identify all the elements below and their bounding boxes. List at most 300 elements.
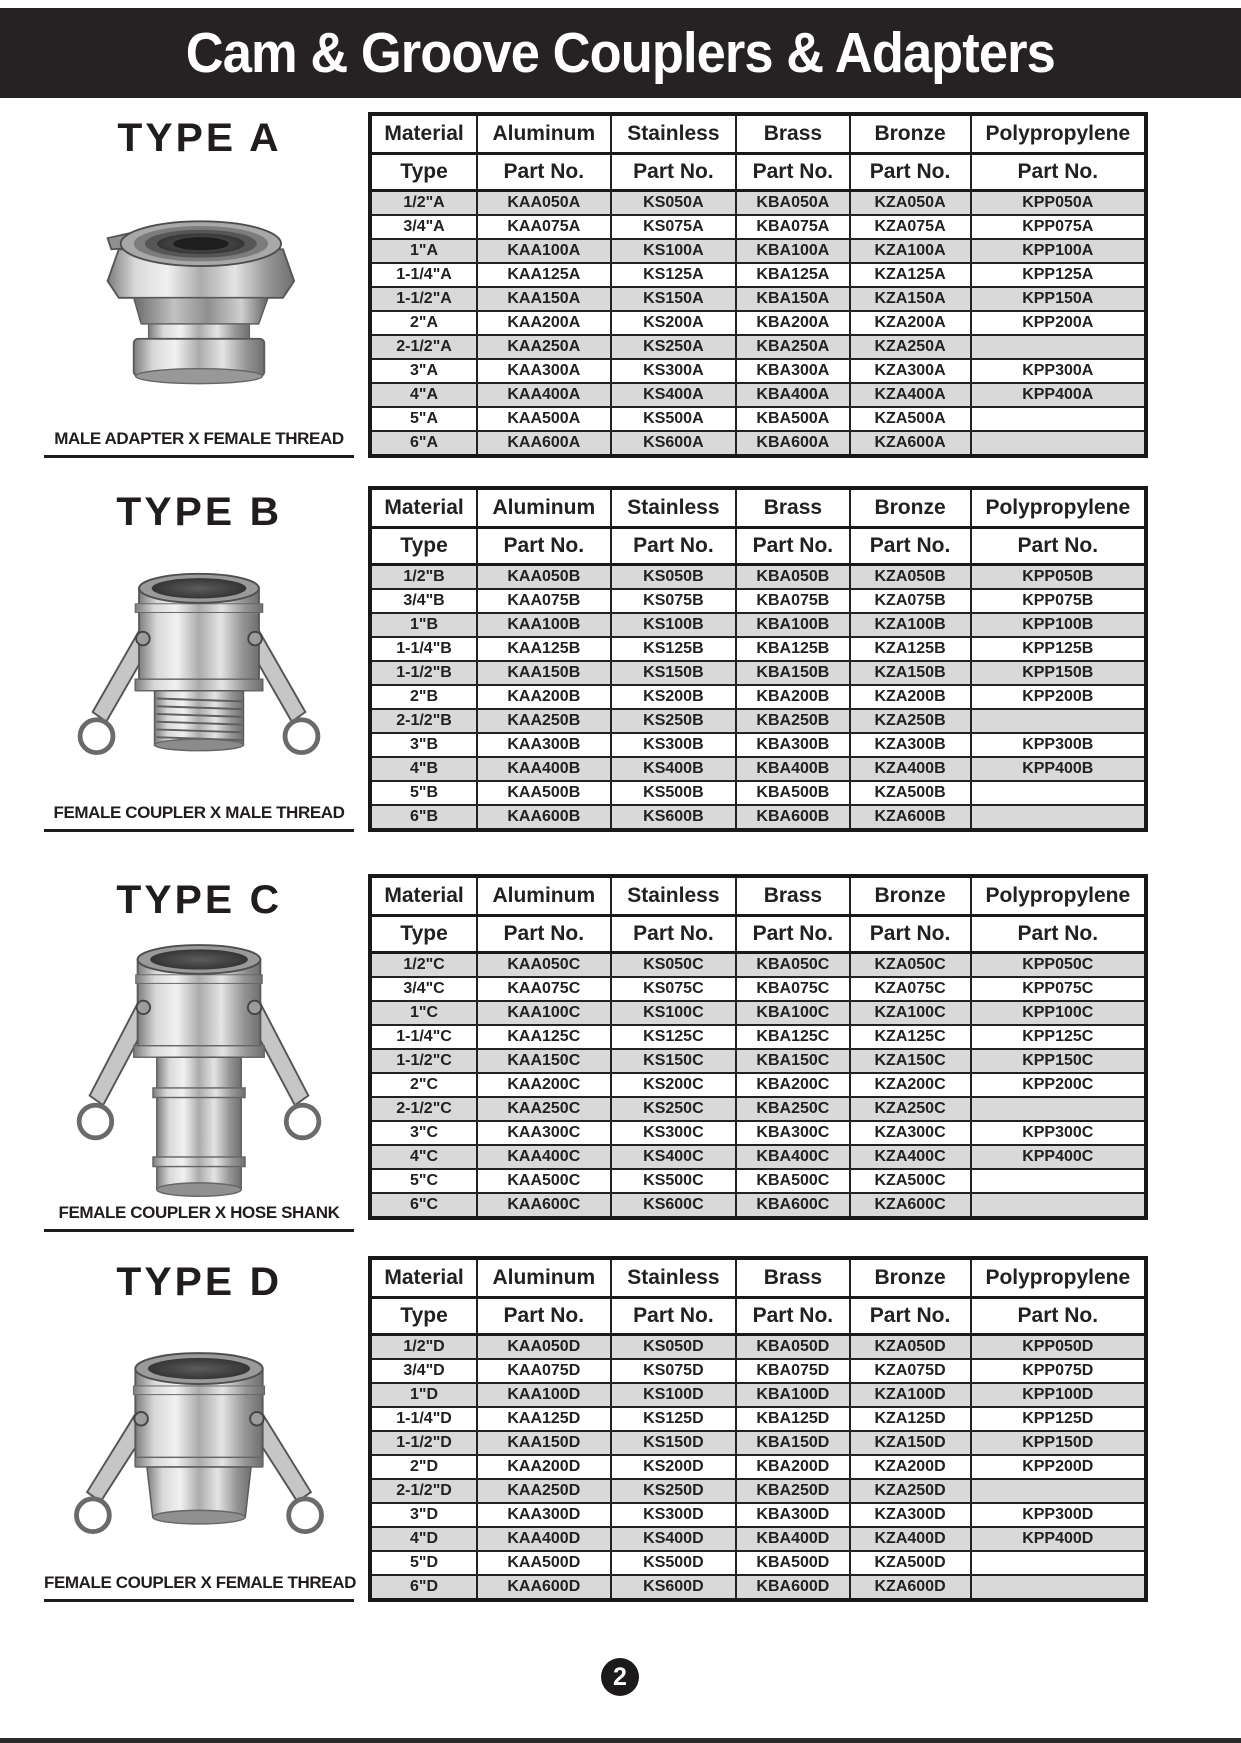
size-cell: 2"B bbox=[370, 685, 477, 709]
page-number: 2 bbox=[613, 1662, 627, 1691]
part-number-cell: KBA150A bbox=[736, 287, 849, 311]
part-no-col-header: Part No. bbox=[736, 528, 849, 565]
part-number-cell: KAA200B bbox=[477, 685, 610, 709]
part-number-cell: KZA125A bbox=[850, 263, 971, 287]
size-cell: 1/2"C bbox=[370, 953, 477, 978]
material-header-row bbox=[370, 876, 1146, 916]
part-number-cell: KZA250A bbox=[850, 335, 971, 359]
part-number-cell: KAA050A bbox=[477, 191, 610, 216]
part-number-cell: KAA200D bbox=[477, 1455, 610, 1479]
part-number-cell: KPP150A bbox=[971, 287, 1146, 311]
part-number-cell: KAA250B bbox=[477, 709, 610, 733]
part-number-cell: KPP400A bbox=[971, 383, 1146, 407]
size-cell: 4"D bbox=[370, 1527, 477, 1551]
part-number-cell: KBA250A bbox=[736, 335, 849, 359]
part-no-col-header: Type bbox=[370, 1298, 477, 1335]
table-row bbox=[370, 781, 1146, 805]
part-number-cell: KAA300C bbox=[477, 1121, 610, 1145]
part-number-cell: KAA125A bbox=[477, 263, 610, 287]
part-number-cell: KBA200B bbox=[736, 685, 849, 709]
part-no-header-row bbox=[370, 154, 1146, 191]
female-coupler-female-thread-illustration bbox=[54, 1330, 344, 1548]
part-number-cell: KZA300A bbox=[850, 359, 971, 383]
table-row bbox=[370, 733, 1146, 757]
part-number-cell: KAA125B bbox=[477, 637, 610, 661]
part-no-col-header: Part No. bbox=[971, 1298, 1146, 1335]
part-number-cell: KPP075D bbox=[971, 1359, 1146, 1383]
table-row bbox=[370, 1575, 1146, 1600]
type-b-caption: FEMALE COUPLER X MALE THREAD bbox=[44, 803, 354, 832]
part-number-cell: KAA050C bbox=[477, 953, 610, 978]
part-number-cell: KAA100B bbox=[477, 613, 610, 637]
part-no-col-header: Part No. bbox=[736, 916, 849, 953]
part-number-cell: KAA300B bbox=[477, 733, 610, 757]
part-number-cell: KZA125B bbox=[850, 637, 971, 661]
part-number-cell: KAA200A bbox=[477, 311, 610, 335]
part-no-col-header: Part No. bbox=[477, 154, 610, 191]
part-number-cell: KZA075A bbox=[850, 215, 971, 239]
table-row bbox=[370, 191, 1146, 216]
size-cell: 5"A bbox=[370, 407, 477, 431]
part-number-cell: KAA400A bbox=[477, 383, 610, 407]
part-number-cell: KS250B bbox=[611, 709, 737, 733]
part-number-cell: KBA125C bbox=[736, 1025, 849, 1049]
part-number-cell: KBA400C bbox=[736, 1145, 849, 1169]
table-row bbox=[370, 335, 1146, 359]
material-col-header: Stainless bbox=[611, 114, 737, 154]
part-number-cell: KBA500C bbox=[736, 1169, 849, 1193]
part-number-cell: KAA200C bbox=[477, 1073, 610, 1097]
part-number-cell: KZA100D bbox=[850, 1383, 971, 1407]
size-cell: 6"D bbox=[370, 1575, 477, 1600]
type-a-parts-table bbox=[368, 112, 1148, 458]
part-number-cell: KS400A bbox=[611, 383, 737, 407]
size-cell: 6"B bbox=[370, 805, 477, 830]
section-type-c bbox=[44, 874, 1148, 1232]
table-row bbox=[370, 953, 1146, 978]
part-no-col-header: Part No. bbox=[850, 154, 971, 191]
table-row bbox=[370, 1169, 1146, 1193]
part-number-cell: KAA400C bbox=[477, 1145, 610, 1169]
part-number-cell: KZA500B bbox=[850, 781, 971, 805]
part-number-cell: KAA300D bbox=[477, 1503, 610, 1527]
part-number-cell: KZA250D bbox=[850, 1479, 971, 1503]
part-number-cell: KBA300A bbox=[736, 359, 849, 383]
part-number-cell: KZA050D bbox=[850, 1335, 971, 1360]
part-number-cell: KPP300B bbox=[971, 733, 1146, 757]
part-number-cell: KAA500C bbox=[477, 1169, 610, 1193]
part-number-cell: KPP100B bbox=[971, 613, 1146, 637]
part-number-cell: KS125B bbox=[611, 637, 737, 661]
part-number-cell: KZA075B bbox=[850, 589, 971, 613]
part-number-cell: KZA600B bbox=[850, 805, 971, 830]
part-number-cell: KS050C bbox=[611, 953, 737, 978]
part-number-cell: KPP150C bbox=[971, 1049, 1146, 1073]
part-number-cell: KBA075A bbox=[736, 215, 849, 239]
table-row bbox=[370, 215, 1146, 239]
part-number-cell: KBA125B bbox=[736, 637, 849, 661]
part-number-cell: KBA100A bbox=[736, 239, 849, 263]
part-number-cell: KS125A bbox=[611, 263, 737, 287]
part-number-cell: KBA300C bbox=[736, 1121, 849, 1145]
part-number-cell: KBA200D bbox=[736, 1455, 849, 1479]
material-header-row bbox=[370, 1258, 1146, 1298]
table-row bbox=[370, 287, 1146, 311]
part-no-col-header: Part No. bbox=[850, 528, 971, 565]
part-number-cell: KZA050A bbox=[850, 191, 971, 216]
part-number-cell: KZA600C bbox=[850, 1193, 971, 1218]
size-cell: 4"B bbox=[370, 757, 477, 781]
part-number-cell: KBA100C bbox=[736, 1001, 849, 1025]
part-number-cell: KBA250D bbox=[736, 1479, 849, 1503]
part-number-cell: KS200B bbox=[611, 685, 737, 709]
type-d-caption: FEMALE COUPLER X FEMALE THREAD bbox=[44, 1573, 354, 1602]
part-number-cell: KPP050C bbox=[971, 953, 1146, 978]
part-number-cell bbox=[971, 1193, 1146, 1218]
part-number-cell: KPP200A bbox=[971, 311, 1146, 335]
table-row bbox=[370, 239, 1146, 263]
size-cell: 3"D bbox=[370, 1503, 477, 1527]
part-number-cell bbox=[971, 709, 1146, 733]
part-number-cell: KS600D bbox=[611, 1575, 737, 1600]
material-col-header: Aluminum bbox=[477, 1258, 610, 1298]
part-number-cell: KS150D bbox=[611, 1431, 737, 1455]
part-number-cell: KS100B bbox=[611, 613, 737, 637]
part-number-cell: KS150A bbox=[611, 287, 737, 311]
material-col-header: Aluminum bbox=[477, 114, 610, 154]
part-number-cell: KPP300A bbox=[971, 359, 1146, 383]
part-no-col-header: Part No. bbox=[971, 528, 1146, 565]
part-number-cell: KZA125D bbox=[850, 1407, 971, 1431]
part-number-cell bbox=[971, 1097, 1146, 1121]
part-number-cell: KBA200C bbox=[736, 1073, 849, 1097]
table-row bbox=[370, 1145, 1146, 1169]
part-number-cell: KAA100D bbox=[477, 1383, 610, 1407]
table-row bbox=[370, 1431, 1146, 1455]
part-number-cell: KZA100B bbox=[850, 613, 971, 637]
part-number-cell: KS400C bbox=[611, 1145, 737, 1169]
part-no-col-header: Part No. bbox=[477, 1298, 610, 1335]
part-number-cell: KAA075A bbox=[477, 215, 610, 239]
part-number-cell: KAA400B bbox=[477, 757, 610, 781]
size-cell: 1"B bbox=[370, 613, 477, 637]
table-row bbox=[370, 1025, 1146, 1049]
type-b-left-column bbox=[44, 486, 354, 832]
part-no-col-header: Part No. bbox=[477, 528, 610, 565]
part-number-cell: KZA600D bbox=[850, 1575, 971, 1600]
part-number-cell: KAA500A bbox=[477, 407, 610, 431]
size-cell: 2"C bbox=[370, 1073, 477, 1097]
size-cell: 3"B bbox=[370, 733, 477, 757]
material-col-header: Polypropylene bbox=[971, 488, 1146, 528]
part-number-cell: KAA600C bbox=[477, 1193, 610, 1218]
size-cell: 1-1/2"D bbox=[370, 1431, 477, 1455]
part-number-cell: KS300B bbox=[611, 733, 737, 757]
type-c-product-photo bbox=[44, 923, 354, 1203]
size-cell: 1"A bbox=[370, 239, 477, 263]
type-c-table-wrap bbox=[368, 874, 1148, 1232]
section-type-a bbox=[44, 112, 1148, 458]
table-row bbox=[370, 407, 1146, 431]
part-number-cell: KZA400C bbox=[850, 1145, 971, 1169]
part-number-cell: KZA200B bbox=[850, 685, 971, 709]
part-number-cell: KAA400D bbox=[477, 1527, 610, 1551]
part-number-cell: KZA125C bbox=[850, 1025, 971, 1049]
material-col-header: Bronze bbox=[850, 1258, 971, 1298]
part-number-cell: KAA075C bbox=[477, 977, 610, 1001]
part-number-cell: KAA250C bbox=[477, 1097, 610, 1121]
part-number-cell: KBA150D bbox=[736, 1431, 849, 1455]
part-number-cell: KS600C bbox=[611, 1193, 737, 1218]
page-number-badge bbox=[601, 1658, 639, 1696]
part-number-cell: KPP400B bbox=[971, 757, 1146, 781]
part-number-cell: KPP200D bbox=[971, 1455, 1146, 1479]
part-number-cell: KPP300C bbox=[971, 1121, 1146, 1145]
table-row bbox=[370, 1407, 1146, 1431]
part-number-cell: KAA050D bbox=[477, 1335, 610, 1360]
part-no-col-header: Part No. bbox=[477, 916, 610, 953]
part-number-cell: KPP125D bbox=[971, 1407, 1146, 1431]
part-number-cell: KBA250B bbox=[736, 709, 849, 733]
type-d-heading: TYPE D bbox=[116, 1260, 282, 1304]
table-row bbox=[370, 1121, 1146, 1145]
part-number-cell: KPP050D bbox=[971, 1335, 1146, 1360]
part-number-cell: KS125D bbox=[611, 1407, 737, 1431]
table-row bbox=[370, 1551, 1146, 1575]
type-d-table-wrap bbox=[368, 1256, 1148, 1602]
part-no-col-header: Part No. bbox=[611, 154, 737, 191]
part-number-cell: KBA050D bbox=[736, 1335, 849, 1360]
type-b-product-photo bbox=[44, 535, 354, 803]
size-cell: 1-1/2"B bbox=[370, 661, 477, 685]
table-row bbox=[370, 805, 1146, 830]
part-number-cell: KPP075A bbox=[971, 215, 1146, 239]
part-number-cell: KBA500A bbox=[736, 407, 849, 431]
part-number-cell: KS300D bbox=[611, 1503, 737, 1527]
part-no-header-row bbox=[370, 916, 1146, 953]
part-number-cell bbox=[971, 1575, 1146, 1600]
size-cell: 1-1/4"C bbox=[370, 1025, 477, 1049]
footer-bar bbox=[0, 1738, 1241, 1743]
material-col-header: Bronze bbox=[850, 488, 971, 528]
part-number-cell: KAA500B bbox=[477, 781, 610, 805]
material-col-header: Polypropylene bbox=[971, 114, 1146, 154]
part-number-cell: KS100C bbox=[611, 1001, 737, 1025]
size-cell: 2-1/2"A bbox=[370, 335, 477, 359]
part-number-cell: KAA150B bbox=[477, 661, 610, 685]
size-cell: 1-1/4"B bbox=[370, 637, 477, 661]
part-number-cell: KAA100C bbox=[477, 1001, 610, 1025]
part-number-cell: KS200C bbox=[611, 1073, 737, 1097]
material-header-row bbox=[370, 488, 1146, 528]
part-no-col-header: Part No. bbox=[736, 1298, 849, 1335]
part-number-cell: KPP200B bbox=[971, 685, 1146, 709]
material-col-header: Polypropylene bbox=[971, 1258, 1146, 1298]
part-number-cell: KPP050A bbox=[971, 191, 1146, 216]
table-row bbox=[370, 383, 1146, 407]
part-no-col-header: Part No. bbox=[971, 916, 1146, 953]
type-d-product-photo bbox=[44, 1305, 354, 1573]
part-number-cell: KPP100D bbox=[971, 1383, 1146, 1407]
material-col-header: Material bbox=[370, 1258, 477, 1298]
part-number-cell: KBA050A bbox=[736, 191, 849, 216]
part-number-cell: KS500B bbox=[611, 781, 737, 805]
type-a-caption: MALE ADAPTER X FEMALE THREAD bbox=[44, 429, 354, 458]
type-c-heading: TYPE C bbox=[116, 878, 282, 922]
type-a-left-column bbox=[44, 112, 354, 458]
type-d-left-column bbox=[44, 1256, 354, 1602]
part-number-cell bbox=[971, 335, 1146, 359]
part-number-cell: KZA300D bbox=[850, 1503, 971, 1527]
part-number-cell: KS075C bbox=[611, 977, 737, 1001]
material-col-header: Stainless bbox=[611, 1258, 737, 1298]
part-number-cell: KPP150B bbox=[971, 661, 1146, 685]
size-cell: 2-1/2"C bbox=[370, 1097, 477, 1121]
part-number-cell: KZA300C bbox=[850, 1121, 971, 1145]
part-number-cell: KPP125B bbox=[971, 637, 1146, 661]
part-number-cell: KPP050B bbox=[971, 565, 1146, 590]
part-number-cell: KPP125A bbox=[971, 263, 1146, 287]
part-number-cell: KBA400D bbox=[736, 1527, 849, 1551]
part-number-cell: KBA125D bbox=[736, 1407, 849, 1431]
part-number-cell: KZA150B bbox=[850, 661, 971, 685]
part-number-cell bbox=[971, 805, 1146, 830]
size-cell: 5"B bbox=[370, 781, 477, 805]
part-number-cell: KAA050B bbox=[477, 565, 610, 590]
part-number-cell: KS600A bbox=[611, 431, 737, 456]
part-number-cell: KS250C bbox=[611, 1097, 737, 1121]
part-no-col-header: Part No. bbox=[850, 916, 971, 953]
part-number-cell: KAA150C bbox=[477, 1049, 610, 1073]
part-number-cell: KBA500D bbox=[736, 1551, 849, 1575]
material-col-header: Brass bbox=[736, 114, 849, 154]
page-title-bar bbox=[0, 8, 1241, 98]
size-cell: 2"A bbox=[370, 311, 477, 335]
material-col-header: Brass bbox=[736, 488, 849, 528]
part-number-cell: KBA150C bbox=[736, 1049, 849, 1073]
table-row bbox=[370, 589, 1146, 613]
part-number-cell: KPP400C bbox=[971, 1145, 1146, 1169]
size-cell: 5"D bbox=[370, 1551, 477, 1575]
female-coupler-male-thread-illustration bbox=[54, 547, 344, 792]
part-number-cell: KZA100A bbox=[850, 239, 971, 263]
part-number-cell: KZA250B bbox=[850, 709, 971, 733]
part-number-cell: KAA125C bbox=[477, 1025, 610, 1049]
part-number-cell: KAA075D bbox=[477, 1359, 610, 1383]
size-cell: 1-1/2"C bbox=[370, 1049, 477, 1073]
part-number-cell bbox=[971, 1169, 1146, 1193]
section-type-b bbox=[44, 486, 1148, 832]
part-number-cell: KAA300A bbox=[477, 359, 610, 383]
type-c-parts-table bbox=[368, 874, 1148, 1220]
size-cell: 3/4"A bbox=[370, 215, 477, 239]
part-no-col-header: Part No. bbox=[850, 1298, 971, 1335]
part-no-col-header: Type bbox=[370, 916, 477, 953]
size-cell: 4"A bbox=[370, 383, 477, 407]
size-cell: 3/4"B bbox=[370, 589, 477, 613]
part-number-cell: KBA600A bbox=[736, 431, 849, 456]
table-row bbox=[370, 1503, 1146, 1527]
part-number-cell: KAA250A bbox=[477, 335, 610, 359]
table-row bbox=[370, 661, 1146, 685]
size-cell: 1-1/2"A bbox=[370, 287, 477, 311]
part-number-cell: KBA125A bbox=[736, 263, 849, 287]
size-cell: 6"A bbox=[370, 431, 477, 456]
table-row bbox=[370, 1479, 1146, 1503]
part-number-cell: KPP150D bbox=[971, 1431, 1146, 1455]
table-row bbox=[370, 431, 1146, 456]
size-cell: 2-1/2"D bbox=[370, 1479, 477, 1503]
part-no-col-header: Part No. bbox=[611, 916, 737, 953]
material-col-header: Aluminum bbox=[477, 876, 610, 916]
table-row bbox=[370, 685, 1146, 709]
part-number-cell: KS400B bbox=[611, 757, 737, 781]
part-number-cell: KPP100A bbox=[971, 239, 1146, 263]
part-number-cell: KBA050C bbox=[736, 953, 849, 978]
type-b-table-wrap bbox=[368, 486, 1148, 832]
size-cell: 1/2"A bbox=[370, 191, 477, 216]
part-number-cell: KS300C bbox=[611, 1121, 737, 1145]
table-row bbox=[370, 1527, 1146, 1551]
part-number-cell: KBA300B bbox=[736, 733, 849, 757]
size-cell: 5"C bbox=[370, 1169, 477, 1193]
part-number-cell: KZA400A bbox=[850, 383, 971, 407]
part-number-cell: KAA500D bbox=[477, 1551, 610, 1575]
part-number-cell: KZA200A bbox=[850, 311, 971, 335]
part-number-cell: KZA500C bbox=[850, 1169, 971, 1193]
part-number-cell: KBA600C bbox=[736, 1193, 849, 1218]
part-number-cell: KS300A bbox=[611, 359, 737, 383]
part-number-cell: KS500D bbox=[611, 1551, 737, 1575]
table-row bbox=[370, 359, 1146, 383]
table-row bbox=[370, 1335, 1146, 1360]
part-number-cell: KZA400D bbox=[850, 1527, 971, 1551]
part-number-cell: KZA200C bbox=[850, 1073, 971, 1097]
table-row bbox=[370, 1359, 1146, 1383]
table-row bbox=[370, 757, 1146, 781]
part-number-cell: KBA075D bbox=[736, 1359, 849, 1383]
part-number-cell: KAA125D bbox=[477, 1407, 610, 1431]
part-number-cell: KBA100D bbox=[736, 1383, 849, 1407]
table-row bbox=[370, 977, 1146, 1001]
part-number-cell: KS050D bbox=[611, 1335, 737, 1360]
part-number-cell: KS050B bbox=[611, 565, 737, 590]
part-number-cell: KZA600A bbox=[850, 431, 971, 456]
part-number-cell: KBA400A bbox=[736, 383, 849, 407]
part-number-cell: KPP125C bbox=[971, 1025, 1146, 1049]
material-col-header: Bronze bbox=[850, 876, 971, 916]
size-cell: 3/4"D bbox=[370, 1359, 477, 1383]
part-number-cell: KBA600B bbox=[736, 805, 849, 830]
part-number-cell: KAA600D bbox=[477, 1575, 610, 1600]
male-adapter-illustration bbox=[59, 184, 339, 406]
material-col-header: Bronze bbox=[850, 114, 971, 154]
part-number-cell: KAA150A bbox=[477, 287, 610, 311]
part-number-cell: KZA150D bbox=[850, 1431, 971, 1455]
part-number-cell: KS075A bbox=[611, 215, 737, 239]
type-a-table-wrap bbox=[368, 112, 1148, 458]
size-cell: 4"C bbox=[370, 1145, 477, 1169]
size-cell: 1"C bbox=[370, 1001, 477, 1025]
material-col-header: Material bbox=[370, 876, 477, 916]
part-number-cell: KS250A bbox=[611, 335, 737, 359]
type-a-heading: TYPE A bbox=[116, 116, 282, 160]
material-col-header: Brass bbox=[736, 1258, 849, 1298]
material-col-header: Polypropylene bbox=[971, 876, 1146, 916]
size-cell: 2-1/2"B bbox=[370, 709, 477, 733]
part-number-cell bbox=[971, 1479, 1146, 1503]
part-number-cell: KZA075D bbox=[850, 1359, 971, 1383]
